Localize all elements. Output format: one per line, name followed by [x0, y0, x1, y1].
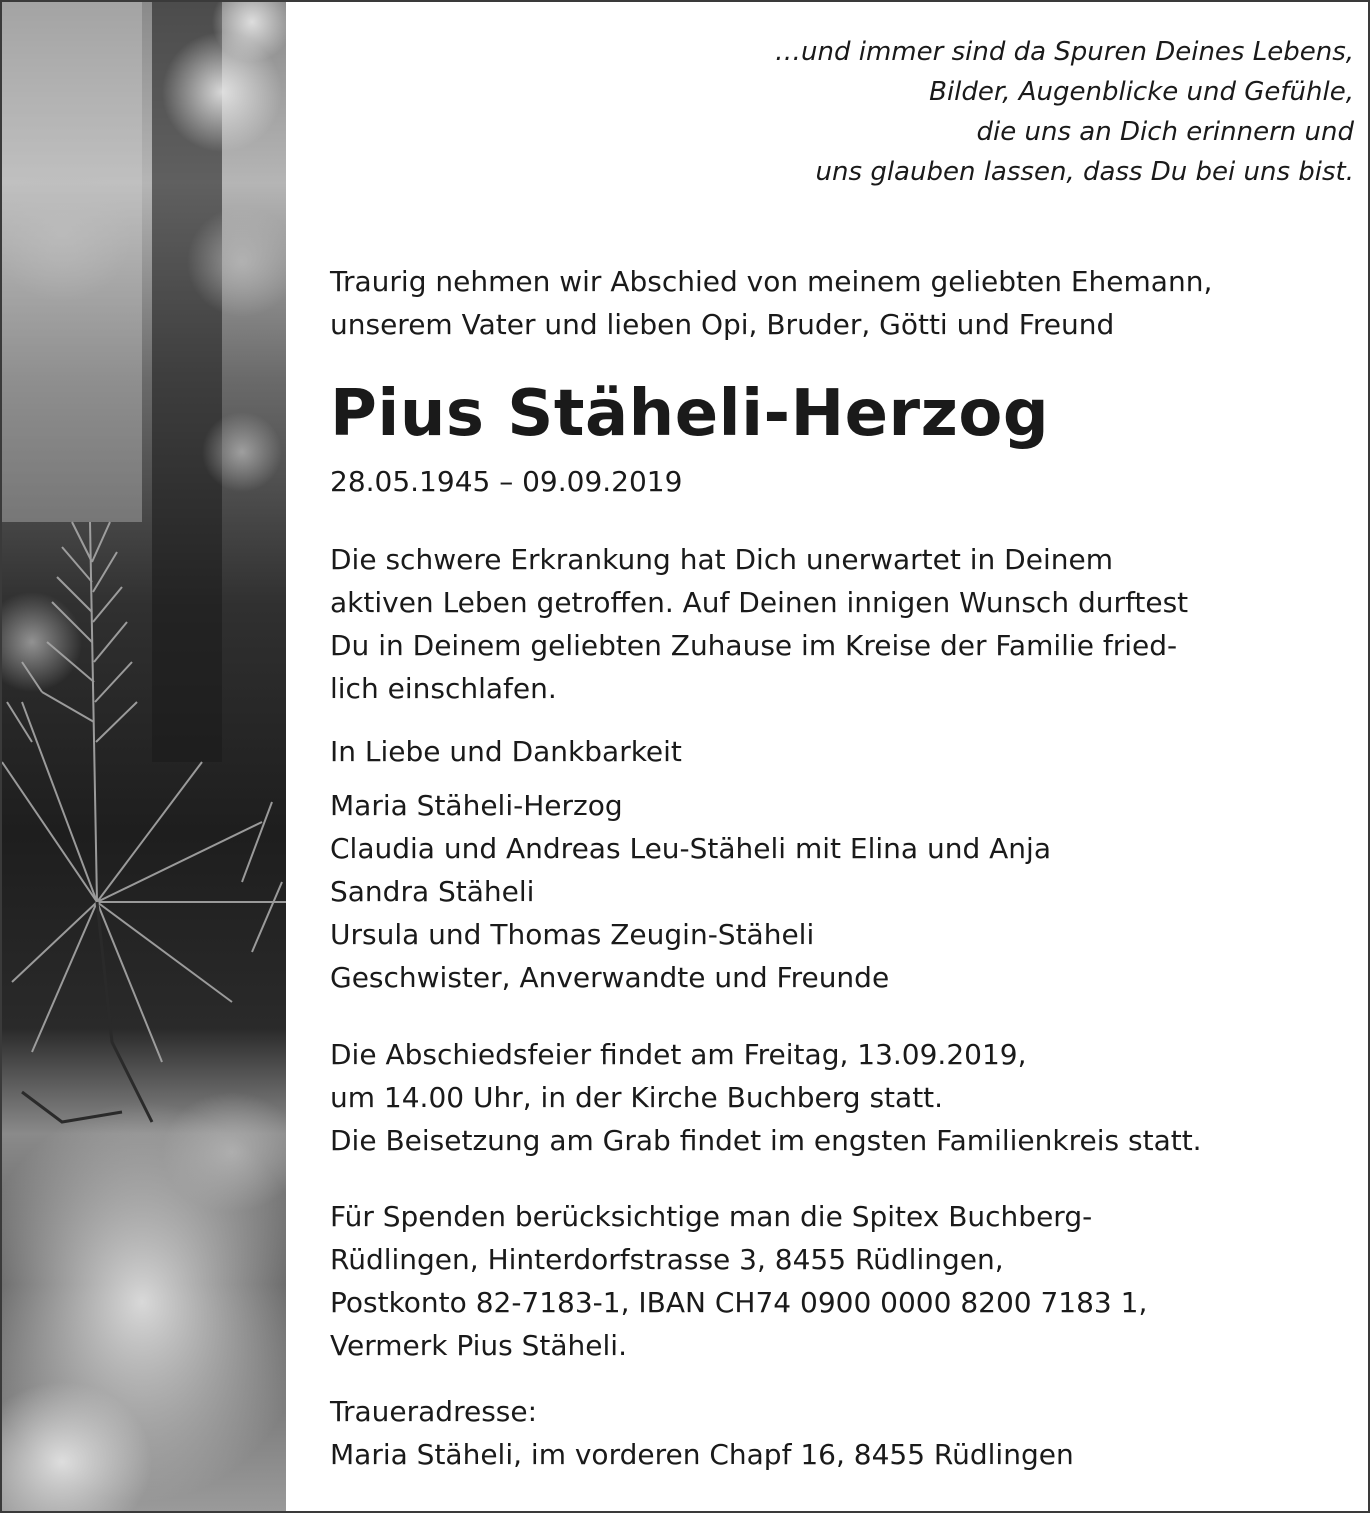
- memorial-quote: [554, 32, 1354, 192]
- mourner: Ursula und Thomas Zeugin-Stäheli: [330, 918, 815, 951]
- pine-seedling-photo: [2, 2, 286, 1511]
- message-line: Die schwere Erkrankung hat Dich unerwartet in Deinem: [330, 543, 1113, 576]
- mourner: Claudia und Andreas Leu-Stäheli mit Elina und Anja: [330, 832, 1051, 865]
- ceremony-line: Die Abschiedsfeier findet am Freitag, 13.09.2019,: [330, 1038, 1027, 1071]
- intro-text: [330, 260, 1212, 346]
- donation-line: Vermerk Pius Stäheli.: [330, 1329, 627, 1362]
- message-line: Du in Deinem geliebten Zuhause im Kreise der Familie fried-: [330, 629, 1178, 662]
- mourner: Sandra Stäheli: [330, 875, 535, 908]
- message-line: aktiven Leben getroffen. Auf Deinen innigen Wunsch durftest: [330, 586, 1189, 619]
- address-label: Traueradresse:: [330, 1395, 538, 1428]
- donation-info: [330, 1195, 1147, 1367]
- quote-line: Bilder, Augenblicke und Gefühle,: [929, 77, 1354, 107]
- intro-line: Traurig nehmen wir Abschied von meinem geliebten Ehemann,: [330, 265, 1213, 298]
- mourner: Maria Stäheli-Herzog: [330, 789, 623, 822]
- donation-line: Für Spenden berücksichtige man die Spitex Buchberg-: [330, 1200, 1093, 1233]
- quote-line: uns glauben lassen, dass Du bei uns bist.: [815, 157, 1354, 187]
- deceased-name: Pius Stäheli-Herzog: [330, 377, 1050, 451]
- mourners-list: [330, 784, 1051, 999]
- ceremony-line: um 14.00 Uhr, in der Kirche Buchberg statt.: [330, 1081, 944, 1114]
- mourning-address: [330, 1390, 1074, 1476]
- donation-line: Postkonto 82-7183-1, IBAN CH74 0900 0000 8200 7183 1,: [330, 1286, 1148, 1319]
- donation-line: Rüdlingen, Hinterdorfstrasse 3, 8455 Rüdlingen,: [330, 1243, 1004, 1276]
- intro-line: unserem Vater und lieben Opi, Bruder, Götti und Freund: [330, 308, 1115, 341]
- message-line: lich einschlafen.: [330, 672, 557, 705]
- life-dates: 28.05.1945 – 09.09.2019: [330, 465, 683, 498]
- address-value: Maria Stäheli, im vorderen Chapf 16, 8455 Rüdlingen: [330, 1438, 1074, 1471]
- message-text: [330, 538, 1188, 710]
- quote-line: die uns an Dich erinnern und: [976, 117, 1354, 147]
- ceremony-line: Die Beisetzung am Grab findet im engsten Familienkreis statt.: [330, 1124, 1202, 1157]
- mourner: Geschwister, Anverwandte und Freunde: [330, 961, 890, 994]
- ceremony-info: [330, 1033, 1202, 1162]
- closing-text: In Liebe und Dankbarkeit: [330, 735, 682, 768]
- quote-line: …und immer sind da Spuren Deines Lebens,: [775, 37, 1354, 67]
